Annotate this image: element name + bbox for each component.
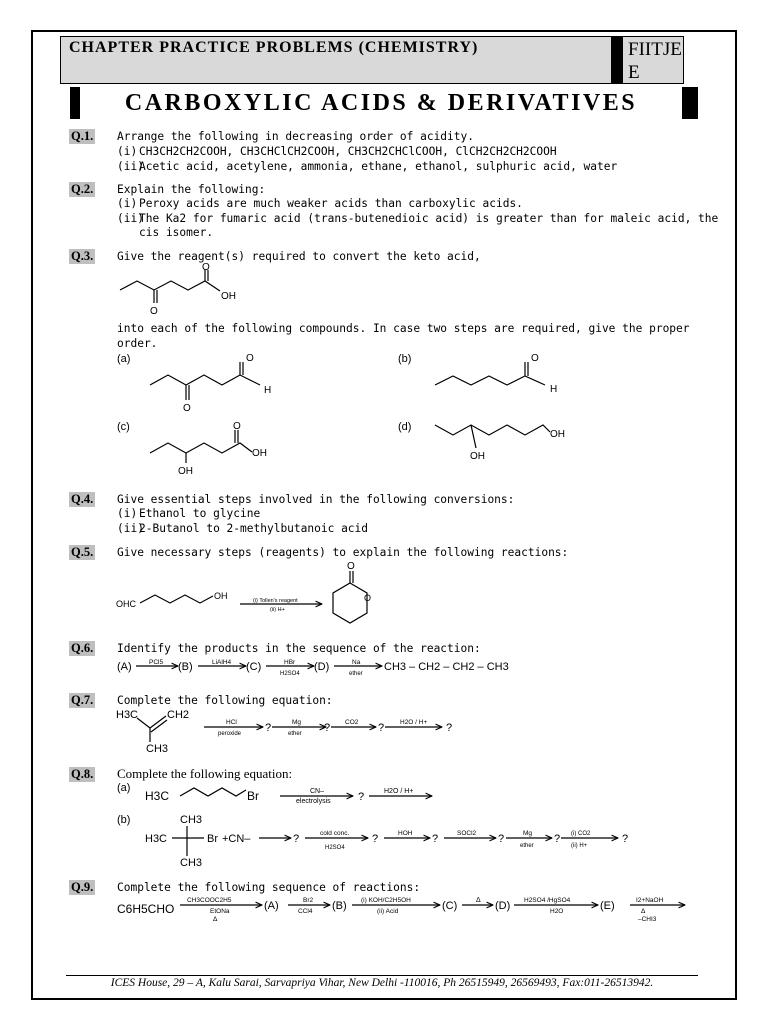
page-footer: ICES House, 29 – A, Kalu Sarai, Sarvapriya Vihar, New Delhi -110016, Ph 26515949, 26569493, Fax:011-26513942. <box>66 975 698 989</box>
q7-reagent-1: HCl <box>226 719 237 726</box>
q8a-structure <box>180 788 246 796</box>
q4-ii-label: (ii) <box>117 522 144 535</box>
q7-ch2: CH2 <box>167 709 190 721</box>
q8b-br: Br <box>207 833 218 845</box>
q8a-br: Br <box>247 789 259 803</box>
page-title: CARBOXYLIC ACIDS & DERIVATIVES <box>80 86 682 120</box>
q2-i-text: Peroxy acids are much weaker acids than carboxylic acids. <box>139 197 523 210</box>
q1-text: Arrange the following in decreasing order of acidity. <box>117 130 474 143</box>
q4-text: Give essential steps involved in the following conversions: <box>117 493 515 506</box>
q7-h3c: H3C <box>116 709 139 721</box>
compound-d-terminal-oh: OH <box>550 429 565 440</box>
q8b-ch3-bottom: CH3 <box>180 857 203 869</box>
lactone-ring-structure <box>333 571 367 623</box>
q9-text: Complete the following sequence of reactions: <box>117 881 421 894</box>
q6-reagent-3b: H2SO4 <box>280 671 300 677</box>
q2-ii-label: (ii) <box>117 212 144 225</box>
q9-reagent-6c: –CHI3 <box>638 916 657 923</box>
q8b-reagent-4b: ether <box>520 843 534 849</box>
q8b-reagent-2: HOH <box>398 830 413 837</box>
compound-b-h: H <box>550 384 558 395</box>
q8a-reagent-2: H2O / H+ <box>384 788 414 795</box>
q9-reagent-4: Δ <box>476 897 481 904</box>
q4-ii-text: 2-Butanol to 2-methylbutanoic acid <box>139 522 369 535</box>
compound-a-structure <box>150 362 260 400</box>
q8b-cn: +CN– <box>222 833 251 845</box>
q5-ohc: OHC <box>116 599 136 609</box>
q7-unknown-2: ? <box>324 722 331 734</box>
compound-a-h: H <box>264 385 272 396</box>
question-number-6: Q.6. <box>71 641 94 655</box>
q6-reagent-4: Na <box>352 659 361 666</box>
question-number-4: Q.4. <box>71 492 94 506</box>
label-b: (b) <box>398 353 412 365</box>
brand-line-2: E <box>628 62 640 83</box>
q6-d: (D) <box>314 661 330 673</box>
compound-c-acid-oh: OH <box>252 448 267 459</box>
q8b-reagent-4: Mg <box>523 830 533 837</box>
compound-c-alcohol-oh: OH <box>178 466 193 477</box>
q8b-h3c: H3C <box>145 833 168 845</box>
q6-product: CH3 – CH2 – CH2 – CH3 <box>384 661 509 673</box>
q9-c: (C) <box>442 900 458 912</box>
q9-a: (A) <box>264 900 279 912</box>
q9-reagent-2b: CCl4 <box>298 908 313 915</box>
compound-d-secondary-oh: OH <box>470 451 485 462</box>
q7-unknown-4: ? <box>446 722 453 734</box>
q8a-label: (a) <box>117 782 131 794</box>
q4-i-text: Ethanol to glycine <box>139 507 261 520</box>
q6-a: (A) <box>117 661 132 673</box>
q7-reagent-1b: peroxide <box>218 731 242 737</box>
q1-i-label: (i) <box>117 145 138 158</box>
q9-e: (E) <box>600 900 615 912</box>
q1-ii-label: (ii) <box>117 160 144 173</box>
q6-c: (C) <box>246 661 262 673</box>
compound-d-structure <box>435 425 550 448</box>
q8b-reagent-1: cold conc. <box>320 830 350 837</box>
question-number-7: Q.7. <box>71 693 94 707</box>
q7-text: Complete the following equation: <box>117 694 333 707</box>
q8-text: Complete the following equation: <box>117 766 293 781</box>
q9-reagent-1c: Δ <box>213 916 218 923</box>
question-number-8: Q.8. <box>71 767 94 781</box>
q9-d: (D) <box>495 900 511 912</box>
lactone-carbonyl-o: O <box>347 561 355 572</box>
label-a: (a) <box>117 353 131 365</box>
q5-oh: OH <box>214 591 228 601</box>
label-d: (d) <box>398 421 412 433</box>
q7-reagent-4: H2O / H+ <box>400 719 428 726</box>
q3-text-3: order. <box>117 337 158 350</box>
brand-line-1: FIITJE <box>628 39 682 60</box>
q6-reagent-1: PCl5 <box>149 659 164 666</box>
q5-reactant-structure <box>140 595 213 603</box>
q6-reagent-3: HBr <box>284 659 296 666</box>
isobutylene-structure <box>137 716 167 742</box>
q8b-unknown-4: ? <box>498 833 505 845</box>
q6-text: Identify the products in the sequence of the reaction: <box>117 642 481 655</box>
question-number-9: Q.9. <box>71 880 94 894</box>
q9-b: (B) <box>332 900 347 912</box>
q9-reagent-6: I2+NaOH <box>636 897 664 904</box>
q1-ii-text: Acetic acid, acetylene, ammonia, ethane, ethanol, sulphuric acid, water <box>139 160 618 173</box>
q9-reagent-3: (i) KOH/C2H5OH <box>361 897 411 904</box>
q2-ii-text: The Ka2 for fumaric acid (trans-butenedioic acid) is greater than for maleic acid, the <box>139 212 719 225</box>
q3-text: Give the reagent(s) required to convert the keto acid, <box>117 250 481 263</box>
q4-i-label: (i) <box>117 507 138 520</box>
chapter-title: CHAPTER PRACTICE PROBLEMS (CHEMISTRY) <box>69 39 479 56</box>
tert-butyl-bromide-structure <box>172 826 204 856</box>
q7-unknown-3: ? <box>378 722 385 734</box>
q8b-reagent-5b: (ii) H+ <box>571 843 588 849</box>
q8b-ch3-top: CH3 <box>180 814 203 826</box>
q8b-unknown-1: ? <box>293 833 300 845</box>
q9-reagent-1b: EtONa <box>210 908 230 915</box>
q9-reagent-3b: (ii) Acid <box>377 908 399 915</box>
q7-reagent-2b: ether <box>288 731 302 737</box>
q2-i-label: (i) <box>117 197 138 210</box>
compound-b-aldehyde-o: O <box>531 353 539 364</box>
question-number-1: Q.1. <box>71 129 94 143</box>
keto-acid-oh: OH <box>221 291 236 302</box>
q9-reagent-5b: H2O <box>550 908 564 915</box>
question-number-3: Q.3. <box>71 249 94 263</box>
keto-acid-structure <box>120 270 220 303</box>
q8b-label: (b) <box>117 814 131 826</box>
q9-reagent-1: CH3COOC2H5 <box>187 897 232 904</box>
q7-ch3: CH3 <box>146 743 169 755</box>
q6-reagent-4b: ether <box>349 671 363 677</box>
q8b-unknown-6: ? <box>622 833 629 845</box>
label-c: (c) <box>117 421 130 433</box>
q2-ii-continuation: cis isomer. <box>139 226 214 239</box>
q9-reagent-2: Br2 <box>303 897 314 904</box>
q8b-reagent-1b: H2SO4 <box>325 845 345 851</box>
compound-a-keto-o: O <box>183 403 191 414</box>
question-number-5: Q.5. <box>71 545 94 559</box>
q8b-unknown-5: ? <box>554 833 561 845</box>
q9-reagent-5: H2SO4 /HgSO4 <box>524 897 571 904</box>
q9-reagent-6b: Δ <box>641 908 646 915</box>
q8a-unknown: ? <box>358 791 365 803</box>
q8b-unknown-2: ? <box>372 833 379 845</box>
compound-a-aldehyde-o: O <box>246 353 254 364</box>
q9-start: C6H5CHO <box>117 902 175 916</box>
q8a-reagent-1b: electrolysis <box>296 798 331 805</box>
compound-c-carboxyl-o: O <box>233 421 241 432</box>
compound-c-structure <box>150 430 252 463</box>
q6-reagent-2: LiAlH4 <box>212 659 232 666</box>
question-number-2: Q.2. <box>71 182 94 196</box>
q5-reagent-top: (i) Tollen's reagent <box>253 598 298 604</box>
q8a-reagent-1: CN– <box>310 788 325 795</box>
q7-unknown-1: ? <box>265 722 272 734</box>
q5-reagent-bottom: (ii) H+ <box>270 607 285 613</box>
q7-reagent-3: CO2 <box>345 719 359 726</box>
keto-acid-keto-o: O <box>150 306 158 317</box>
q8b-unknown-3: ? <box>432 833 439 845</box>
q6-b: (B) <box>178 661 193 673</box>
q2-text: Explain the following: <box>117 183 266 196</box>
q7-reagent-2: Mg <box>292 719 302 726</box>
q8a-h3c: H3C <box>145 789 170 803</box>
q5-text: Give necessary steps (reagents) to explain the following reactions: <box>117 546 569 559</box>
q3-text-2: into each of the following compounds. In case two steps are required, give the proper <box>117 322 690 335</box>
compound-b-structure <box>435 362 545 385</box>
keto-acid-carboxyl-o: O <box>202 262 210 273</box>
q8b-reagent-3: SOCl2 <box>457 830 477 837</box>
lactone-ring-o: O <box>364 593 372 603</box>
q8b-reagent-5: (i) CO2 <box>571 831 591 837</box>
q1-i-text: CH3CH2CH2COOH, CH3CHClCH2COOH, CH3CH2CHClCOOH, ClCH2CH2CH2COOH <box>139 145 557 158</box>
